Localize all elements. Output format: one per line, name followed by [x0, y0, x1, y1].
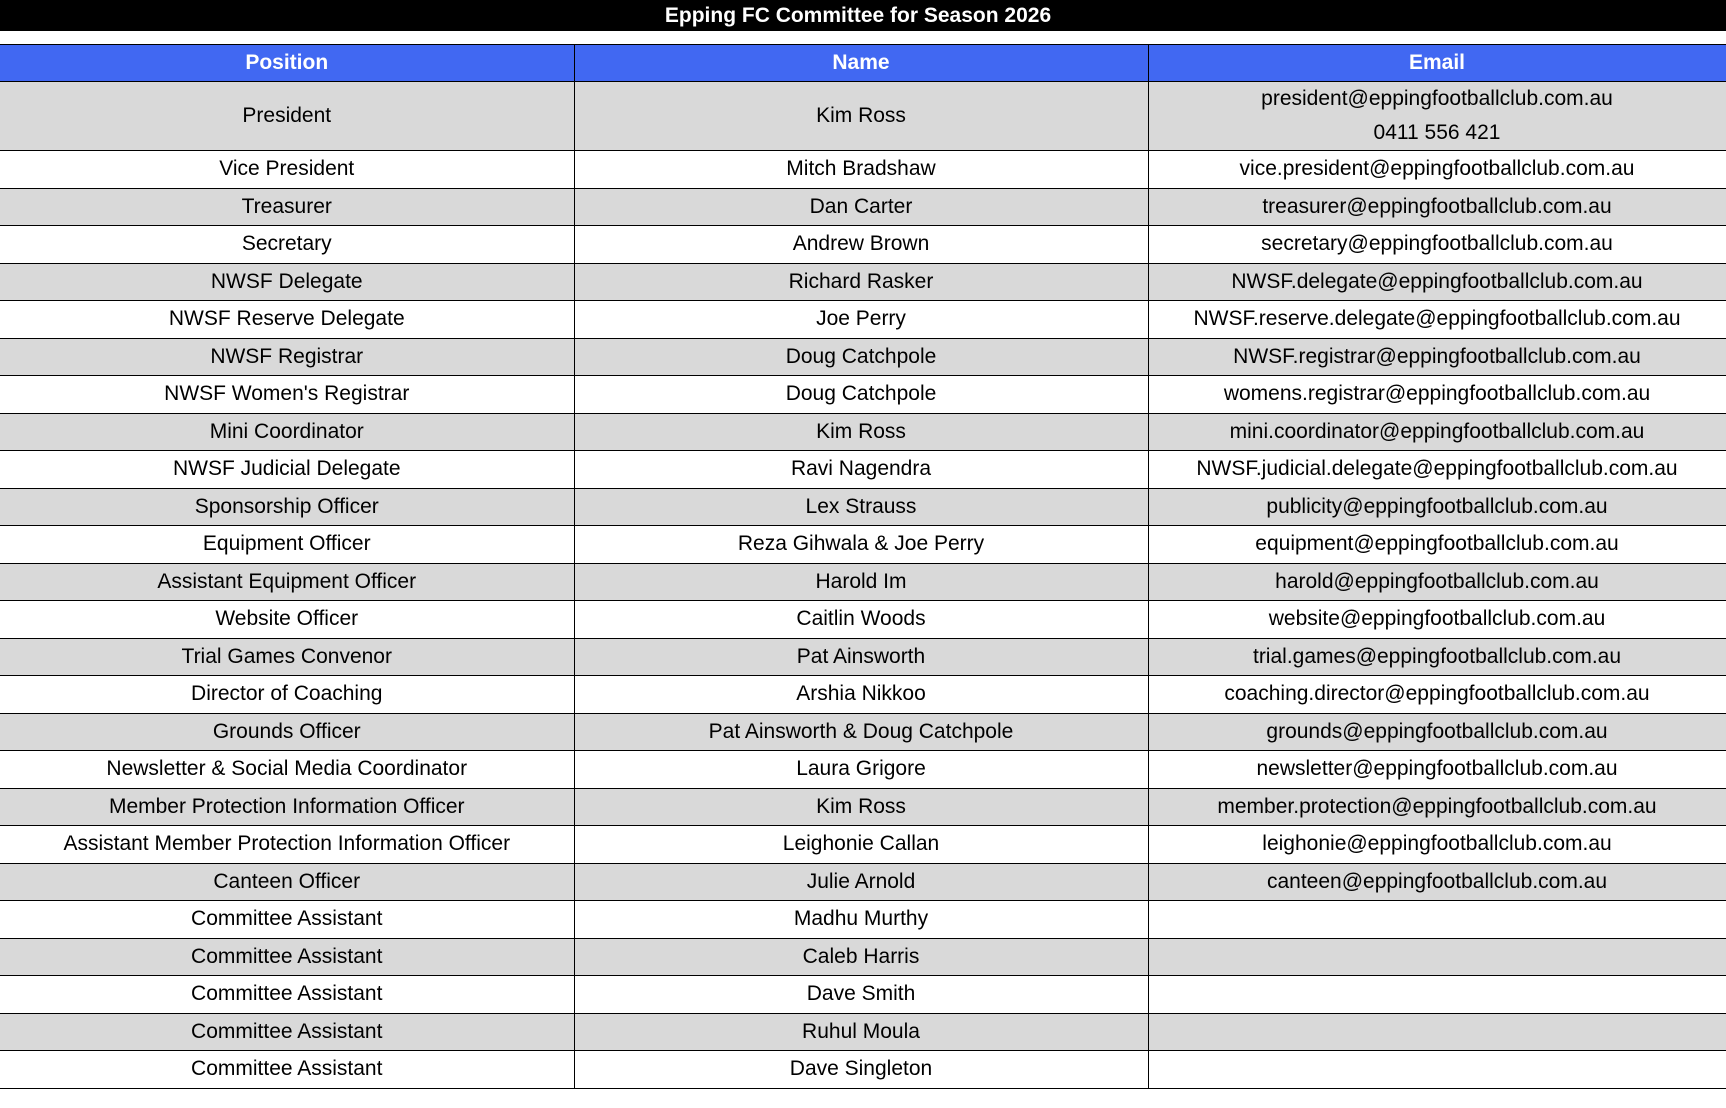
table-row — [0, 788, 1726, 826]
email-cell — [1148, 676, 1726, 714]
email-text[interactable]: grounds@eppingfootballclub.com.au — [1266, 719, 1608, 743]
email-text[interactable]: website@eppingfootballclub.com.au — [1268, 607, 1606, 631]
email-cell — [1148, 1051, 1726, 1089]
email-text[interactable]: treasurer@eppingfootballclub.com.au — [1262, 194, 1612, 218]
table-row — [0, 1051, 1726, 1089]
position-cell: Website Officer — [0, 601, 574, 639]
position-cell: Vice President — [0, 151, 574, 189]
table-row — [0, 563, 1726, 601]
position-cell: Canteen Officer — [0, 863, 574, 901]
email-text[interactable]: NWSF.reserve.delegate@eppingfootballclub.com.au — [1193, 307, 1681, 331]
email-cell — [1148, 451, 1726, 489]
table-row — [0, 976, 1726, 1014]
position-cell: Newsletter & Social Media Coordinator — [0, 751, 574, 789]
name-cell: Dan Carter — [574, 188, 1148, 226]
email-cell — [1148, 638, 1726, 676]
table-row — [0, 751, 1726, 789]
table-row — [0, 301, 1726, 339]
phone-text: 0411 556 421 — [1373, 121, 1501, 144]
email-cell — [1148, 376, 1726, 414]
email-cell — [1148, 338, 1726, 376]
email-text[interactable]: womens.registrar@eppingfootballclub.com.au — [1223, 382, 1651, 406]
page-title: Epping FC Committee for Season 2026 — [0, 0, 1726, 31]
email-cell — [1148, 82, 1726, 151]
name-cell: Kim Ross — [574, 82, 1148, 151]
name-cell: Ruhul Moula — [574, 1013, 1148, 1051]
email-cell — [1148, 526, 1726, 564]
email-cell — [1148, 226, 1726, 264]
table-row — [0, 488, 1726, 526]
email-text[interactable]: vice.president@eppingfootballclub.com.au — [1239, 157, 1635, 181]
email-text[interactable]: harold@eppingfootballclub.com.au — [1275, 569, 1599, 593]
position-cell: Grounds Officer — [0, 713, 574, 751]
name-cell: Ravi Nagendra — [574, 451, 1148, 489]
email-cell — [1148, 488, 1726, 526]
name-cell: Dave Singleton — [574, 1051, 1148, 1089]
name-cell: Dave Smith — [574, 976, 1148, 1014]
table-row — [0, 901, 1726, 939]
email-cell — [1148, 301, 1726, 339]
position-cell: Director of Coaching — [0, 676, 574, 714]
email-cell — [1148, 563, 1726, 601]
table-row — [0, 82, 1726, 151]
name-cell: Reza Gihwala & Joe Perry — [574, 526, 1148, 564]
name-cell: Pat Ainsworth & Doug Catchpole — [574, 713, 1148, 751]
name-cell: Joe Perry — [574, 301, 1148, 339]
position-cell: NWSF Reserve Delegate — [0, 301, 574, 339]
email-cell — [1148, 151, 1726, 189]
name-cell: Harold Im — [574, 563, 1148, 601]
position-cell: Assistant Member Protection Information Officer — [0, 826, 574, 864]
position-cell: NWSF Women's Registrar — [0, 376, 574, 414]
column-header-position: Position — [0, 45, 574, 82]
position-cell: Committee Assistant — [0, 976, 574, 1014]
table-row — [0, 338, 1726, 376]
email-text[interactable]: canteen@eppingfootballclub.com.au — [1266, 869, 1608, 893]
table-row — [0, 413, 1726, 451]
email-text[interactable]: trial.games@eppingfootballclub.com.au — [1252, 644, 1622, 668]
email-cell — [1148, 938, 1726, 976]
email-cell — [1148, 188, 1726, 226]
email-text[interactable]: newsletter@eppingfootballclub.com.au — [1256, 757, 1618, 781]
table-row — [0, 638, 1726, 676]
position-cell: Mini Coordinator — [0, 413, 574, 451]
table-row — [0, 713, 1726, 751]
email-cell — [1148, 413, 1726, 451]
position-cell: Committee Assistant — [0, 1051, 574, 1089]
name-cell: Kim Ross — [574, 788, 1148, 826]
email-cell — [1148, 713, 1726, 751]
position-cell: Secretary — [0, 226, 574, 264]
email-text[interactable]: secretary@eppingfootballclub.com.au — [1261, 232, 1613, 256]
table-row — [0, 863, 1726, 901]
table-row — [0, 526, 1726, 564]
position-cell: NWSF Delegate — [0, 263, 574, 301]
name-cell: Pat Ainsworth — [574, 638, 1148, 676]
name-cell: Richard Rasker — [574, 263, 1148, 301]
table-row — [0, 601, 1726, 639]
name-cell: Laura Grigore — [574, 751, 1148, 789]
table-row — [0, 151, 1726, 189]
position-cell: Committee Assistant — [0, 938, 574, 976]
name-cell: Kim Ross — [574, 413, 1148, 451]
name-cell: Caleb Harris — [574, 938, 1148, 976]
email-text[interactable]: president@eppingfootballclub.com.au — [1261, 87, 1613, 110]
position-cell: Committee Assistant — [0, 1013, 574, 1051]
table-row — [0, 1013, 1726, 1051]
committee-table — [0, 44, 1726, 1089]
name-cell: Caitlin Woods — [574, 601, 1148, 639]
position-cell: Committee Assistant — [0, 901, 574, 939]
table-row — [0, 451, 1726, 489]
position-cell: Sponsorship Officer — [0, 488, 574, 526]
name-cell: Lex Strauss — [574, 488, 1148, 526]
name-cell: Arshia Nikkoo — [574, 676, 1148, 714]
email-text[interactable]: leighonie@eppingfootballclub.com.au — [1262, 832, 1612, 856]
table-row — [0, 376, 1726, 414]
table-row — [0, 188, 1726, 226]
email-cell — [1148, 901, 1726, 939]
table-header-row — [0, 45, 1726, 82]
email-text[interactable]: equipment@eppingfootballclub.com.au — [1255, 532, 1619, 556]
email-cell — [1148, 826, 1726, 864]
name-cell: Doug Catchpole — [574, 376, 1148, 414]
position-cell: Assistant Equipment Officer — [0, 563, 574, 601]
name-cell: Julie Arnold — [574, 863, 1148, 901]
email-text[interactable]: coaching.director@eppingfootballclub.com.au — [1224, 682, 1650, 706]
name-cell: Madhu Murthy — [574, 901, 1148, 939]
email-text[interactable]: NWSF.registrar@eppingfootballclub.com.au — [1233, 344, 1641, 368]
table-body — [0, 82, 1726, 1089]
email-cell — [1148, 601, 1726, 639]
email-text[interactable]: publicity@eppingfootballclub.com.au — [1266, 494, 1608, 518]
email-cell — [1148, 788, 1726, 826]
committee-table-container — [0, 44, 1726, 1089]
position-cell: Member Protection Information Officer — [0, 788, 574, 826]
column-header-email: Email — [1148, 45, 1726, 82]
email-cell — [1148, 863, 1726, 901]
email-cell — [1148, 751, 1726, 789]
position-cell: NWSF Registrar — [0, 338, 574, 376]
email-cell — [1148, 263, 1726, 301]
email-text[interactable]: NWSF.delegate@eppingfootballclub.com.au — [1231, 269, 1643, 293]
email-cell — [1148, 1013, 1726, 1051]
name-cell: Leighonie Callan — [574, 826, 1148, 864]
position-cell: President — [0, 82, 574, 151]
position-cell: Treasurer — [0, 188, 574, 226]
name-cell: Andrew Brown — [574, 226, 1148, 264]
table-row — [0, 676, 1726, 714]
column-header-name: Name — [574, 45, 1148, 82]
table-row — [0, 938, 1726, 976]
name-cell: Mitch Bradshaw — [574, 151, 1148, 189]
email-text[interactable]: member.protection@eppingfootballclub.com.au — [1217, 794, 1657, 818]
position-cell: Equipment Officer — [0, 526, 574, 564]
email-text[interactable]: NWSF.judicial.delegate@eppingfootballclub.com.au — [1196, 457, 1678, 481]
name-cell: Doug Catchpole — [574, 338, 1148, 376]
email-cell — [1148, 976, 1726, 1014]
email-text[interactable]: mini.coordinator@eppingfootballclub.com.au — [1229, 419, 1645, 443]
table-row — [0, 226, 1726, 264]
table-row — [0, 263, 1726, 301]
position-cell: NWSF Judicial Delegate — [0, 451, 574, 489]
position-cell: Trial Games Convenor — [0, 638, 574, 676]
table-row — [0, 826, 1726, 864]
